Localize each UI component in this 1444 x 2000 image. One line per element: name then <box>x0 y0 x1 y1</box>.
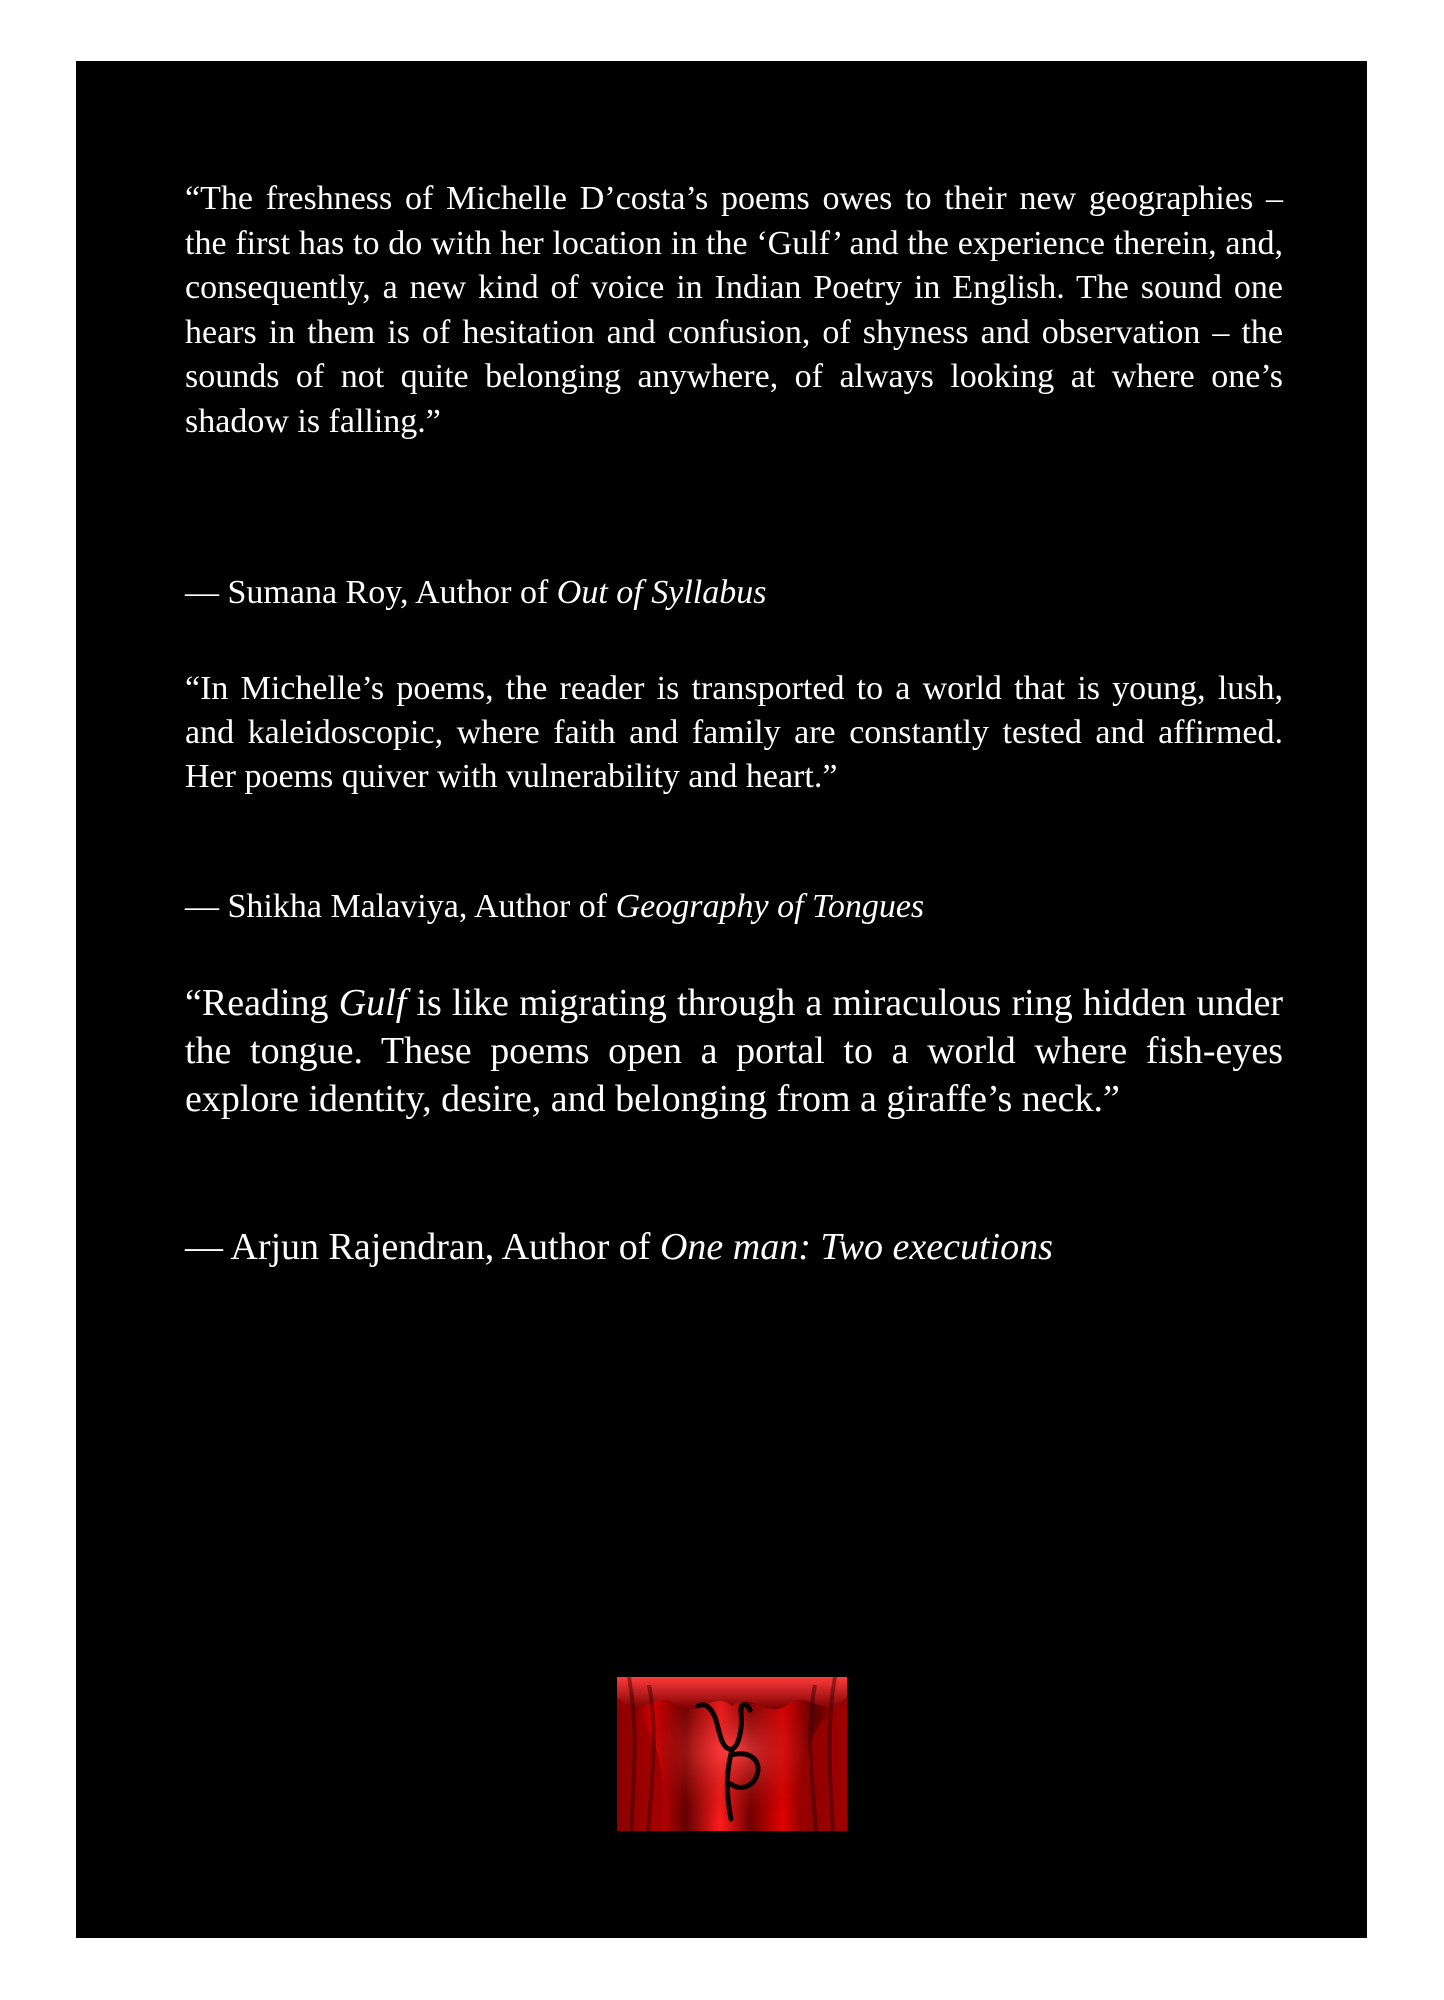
author-label: — Sumana Roy, Author of <box>185 574 557 611</box>
testimonial-quote-shikha-malaviya: “In Michelle’s poems, the reader is transported to a world that is young, lush, and kaleidoscopic, where faith and family are constantly tested and affirmed. Her poems quiver with vulnerability and heart.” <box>185 670 1283 795</box>
testimonial-attribution-arjun-rajendran <box>185 1223 1283 1271</box>
book-title: One man: Two executions <box>659 1226 1053 1268</box>
quote-body: is like migrating through a miraculous ring hidden under the tongue. These poems open a portal to a world where fish-eyes explore identity, desire, and belonging from a giraffe’s neck.” <box>185 982 1283 1120</box>
testimonial-quote-arjun-rajendran <box>185 979 1283 1123</box>
book-title: Geography of Tongues <box>615 888 925 925</box>
quoted-book-title: Gulf <box>338 982 407 1024</box>
book-back-cover <box>76 61 1367 1938</box>
quote-opening: “Reading <box>185 982 339 1024</box>
testimonial-quote-sumana-roy: “The freshness of Michelle D’costa’s poems owes to their new geographies – the first has to do with her location in the ‘Gulf’ and the experience therein, and, consequently, a new kind of voice in Indian Poetry in English. The sound one hears in them is of hesitation and confusion, of shyness and observation – the sounds of not quite belonging anywhere, of always looking at where one’s shadow is falling.” <box>185 180 1283 440</box>
testimonial-attribution-sumana-roy <box>185 571 1283 615</box>
author-label: — Shikha Malaviya, Author of <box>185 888 616 925</box>
publisher-logo <box>617 1677 847 1831</box>
theatre-curtain-logo-icon <box>617 1677 847 1831</box>
book-title: Out of Syllabus <box>556 574 767 611</box>
author-label: — Arjun Rajendran, Author of <box>185 1226 660 1268</box>
testimonial-attribution-shikha-malaviya <box>185 885 1283 929</box>
